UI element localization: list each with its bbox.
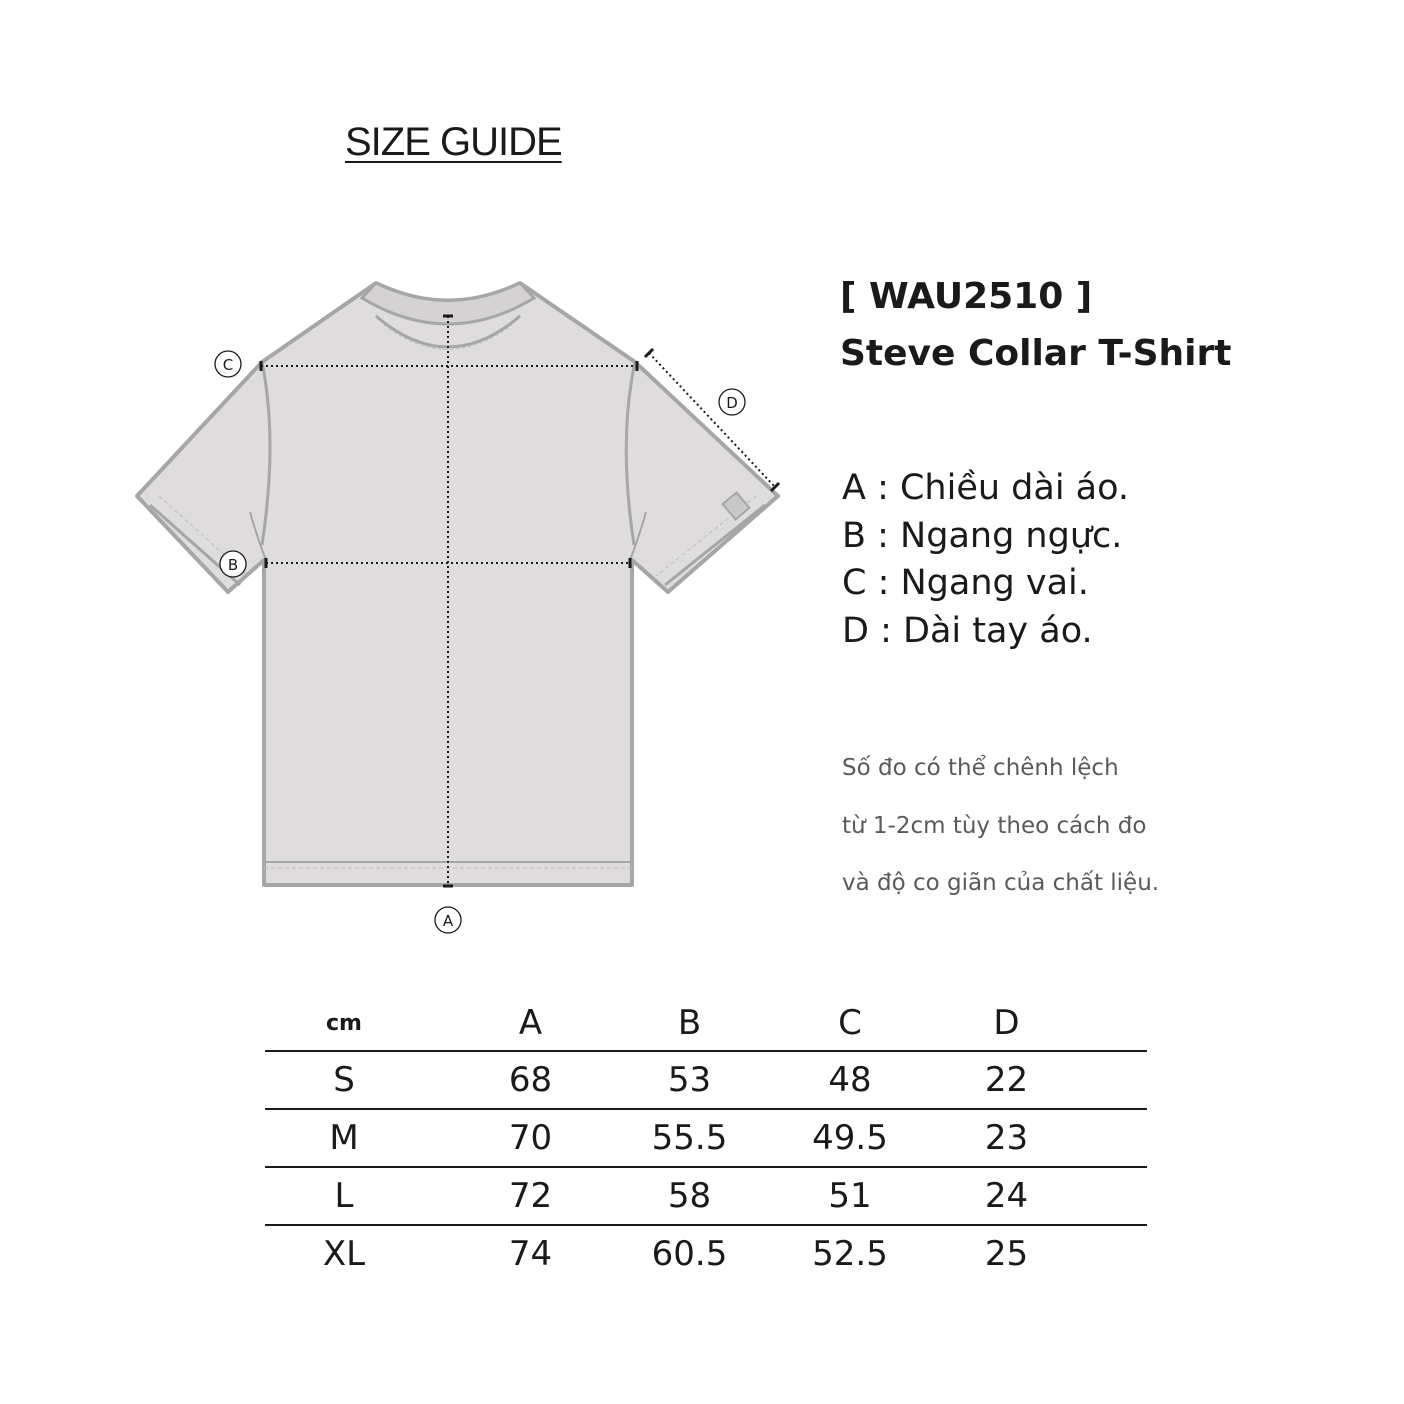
product-name: Steve Collar T-Shirt xyxy=(840,333,1232,374)
value-cell: 53 xyxy=(638,1051,741,1109)
note-line: và độ co giãn của chất liệu. xyxy=(842,870,1160,896)
table-row xyxy=(265,1109,1147,1167)
column-header-b: B xyxy=(638,996,741,1051)
svg-text:B: B xyxy=(227,556,239,574)
measurement-legend xyxy=(842,465,1129,655)
marker-a xyxy=(435,907,461,933)
value-cell: 58 xyxy=(638,1167,741,1225)
marker-c xyxy=(215,351,241,377)
column-header-d: D xyxy=(959,996,1054,1051)
table-row xyxy=(265,1167,1147,1225)
unit-header: cm xyxy=(265,996,423,1051)
svg-text:A: A xyxy=(442,912,454,930)
value-cell: 52.5 xyxy=(812,1234,888,1274)
legend-item-c: C : Ngang vai. xyxy=(842,563,1089,603)
legend-item-a: A : Chiều dài áo. xyxy=(842,468,1130,508)
table-row xyxy=(265,1051,1147,1109)
value-cell: 70 xyxy=(423,1109,638,1167)
marker-d xyxy=(719,389,745,415)
value-cell: 60.5 xyxy=(651,1234,728,1274)
column-header-c: C xyxy=(741,996,959,1051)
size-table xyxy=(265,996,1147,1282)
value-cell: 55.5 xyxy=(638,1109,741,1167)
note-line: Số đo có thể chênh lệch xyxy=(842,755,1119,781)
value-cell: 74 xyxy=(508,1234,553,1274)
value-cell: 49.5 xyxy=(741,1109,959,1167)
column-header-a: A xyxy=(423,996,638,1051)
size-cell: L xyxy=(265,1167,423,1225)
table-header-row xyxy=(265,996,1147,1051)
svg-text:D: D xyxy=(726,394,738,412)
product-code: [ WAU2510 ] xyxy=(840,276,1093,317)
size-cell: XL xyxy=(322,1234,366,1274)
legend-item-d: D : Dài tay áo. xyxy=(842,610,1093,651)
legend-item-b: B : Ngang ngực. xyxy=(842,515,1123,556)
value-cell: 24 xyxy=(959,1167,1054,1225)
note-line: từ 1-2cm tùy theo cách đo xyxy=(842,812,1147,839)
value-cell: 68 xyxy=(423,1051,638,1109)
value-cell: 48 xyxy=(741,1051,959,1109)
product-info xyxy=(840,268,1231,382)
value-cell: 22 xyxy=(959,1051,1054,1109)
value-cell: 23 xyxy=(959,1109,1054,1167)
marker-b xyxy=(220,551,246,577)
table-row xyxy=(265,1225,1147,1282)
page-title: SIZE GUIDE xyxy=(345,120,562,164)
value-cell: 25 xyxy=(984,1234,1029,1274)
value-cell: 51 xyxy=(741,1167,959,1225)
measurement-note xyxy=(842,740,1159,913)
size-cell: M xyxy=(265,1109,423,1167)
value-cell: 72 xyxy=(423,1167,638,1225)
size-cell: S xyxy=(265,1051,423,1109)
svg-text:C: C xyxy=(222,356,234,374)
